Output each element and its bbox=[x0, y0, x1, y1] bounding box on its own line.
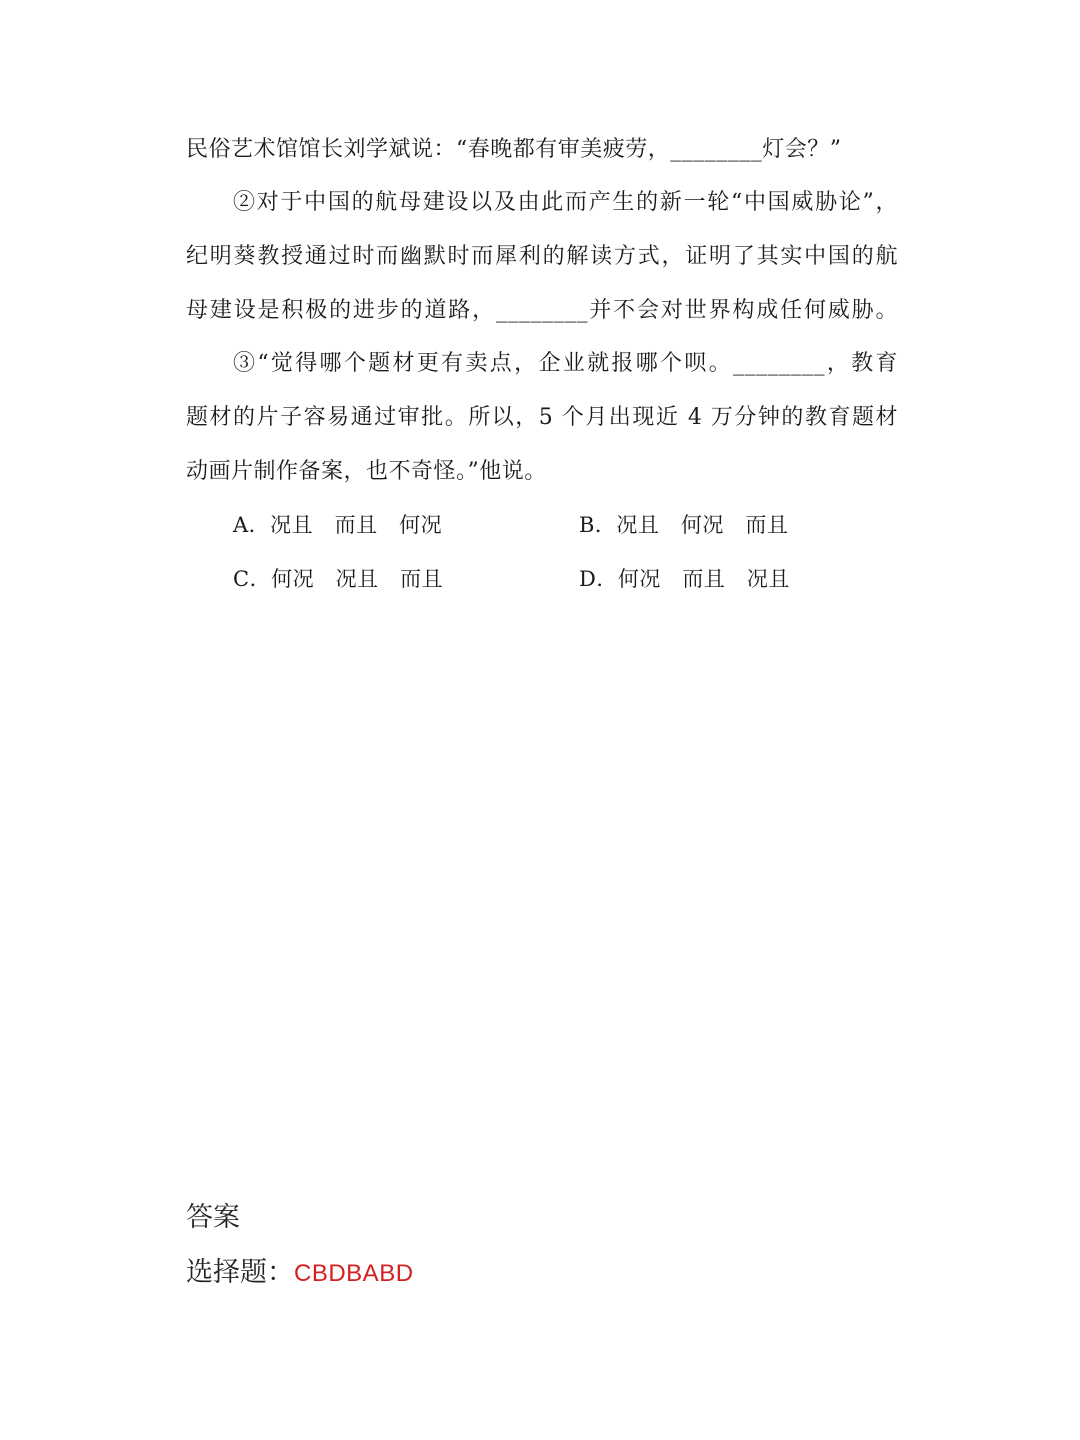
option-b: B．况且 何况 而且 bbox=[579, 513, 789, 537]
question-line-5: ③“觉得哪个题材更有卖点，企业就报哪个呗。________，教育 bbox=[233, 351, 898, 376]
option-c: C．何况 况且 而且 bbox=[233, 567, 444, 591]
question-line-6: 题材的片子容易通过审批。所以，5 个月出现近 4 万分钟的教育题材 bbox=[186, 405, 898, 430]
answer-line bbox=[186, 1255, 414, 1292]
question-line-7: 动画片制作备案，也不奇怪。”他说。 bbox=[186, 459, 547, 484]
answer-label: 选择题： bbox=[186, 1257, 294, 1288]
answer-heading: 答案 bbox=[186, 1202, 240, 1233]
option-a: A．况且 而且 何况 bbox=[233, 513, 443, 537]
option-d: D．何况 而且 况且 bbox=[579, 567, 790, 591]
question-line-2: ②对于中国的航母建设以及由此而产生的新一轮“中国威胁论”， bbox=[233, 190, 898, 215]
answer-value: CBDBABD bbox=[294, 1260, 414, 1287]
question-line-4: 母建设是积极的进步的道路，________并不会对世界构成任何威胁。 bbox=[186, 298, 898, 323]
question-line-3: 纪明葵教授通过时而幽默时而犀利的解读方式，证明了其实中国的航 bbox=[186, 244, 898, 269]
question-line-1: 民俗艺术馆馆长刘学斌说：“春晚都有审美疲劳，________灯会？” bbox=[186, 137, 842, 162]
